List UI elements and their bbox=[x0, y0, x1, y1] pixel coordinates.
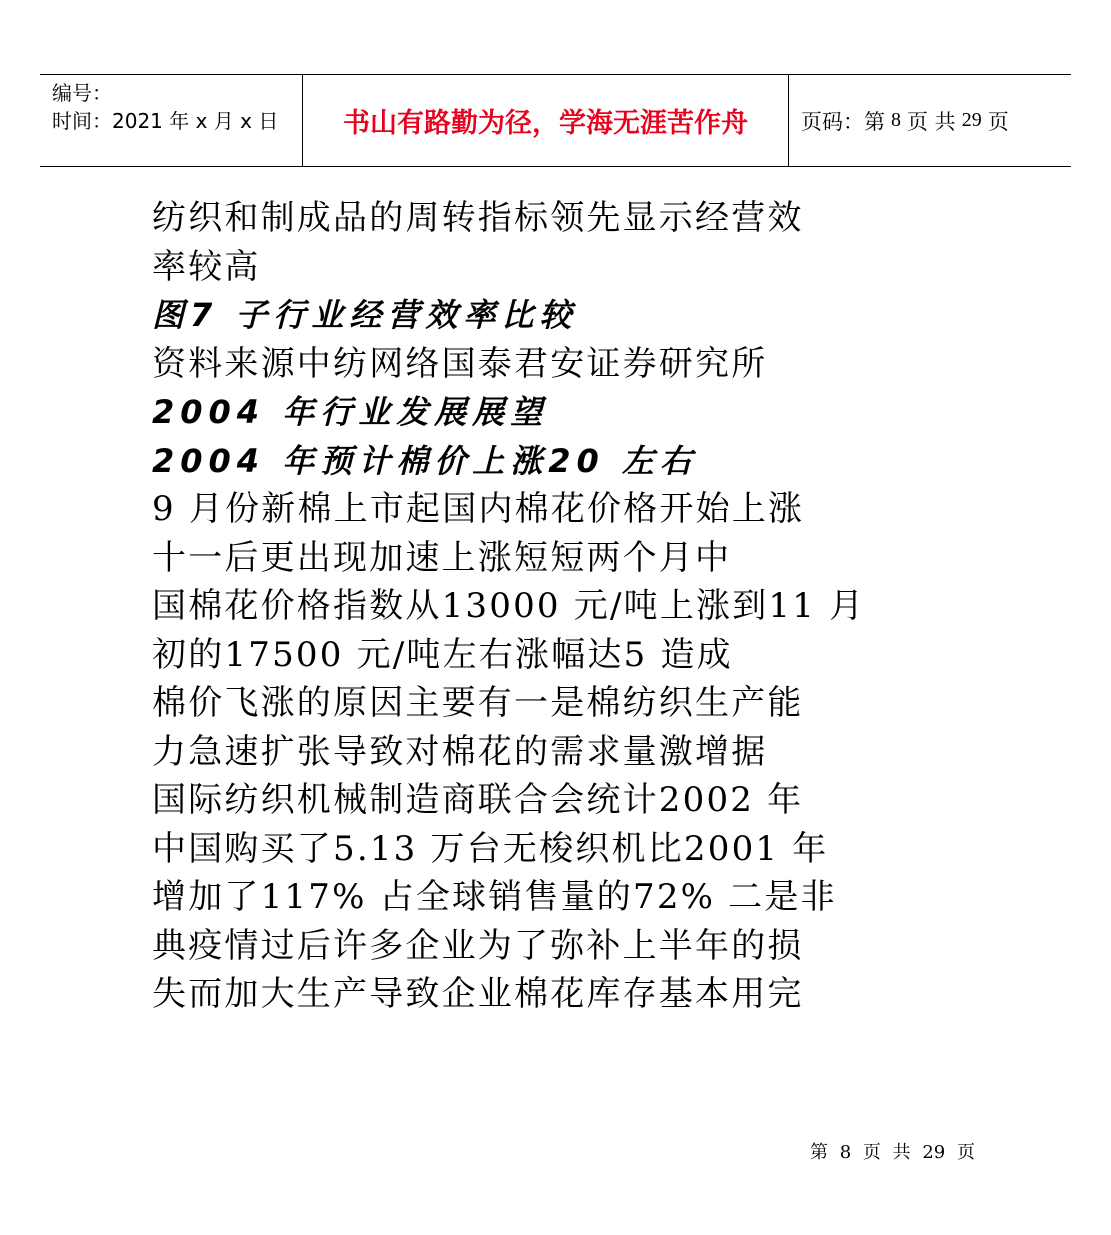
text-line: 失而加大生产导致企业棉花库存基本用完 bbox=[152, 974, 804, 1014]
text-line: 力急速扩张导致对棉花的需求量激增据 bbox=[152, 731, 768, 772]
page-suffix: 页 bbox=[987, 109, 1009, 134]
page-header bbox=[40, 74, 1071, 167]
page-current: 8 bbox=[891, 109, 901, 131]
text-line: 国际纺织机械制造商联合会统计2002 年 bbox=[152, 780, 804, 820]
text-line: 9 月份新棉上市起国内棉花价格开始上涨 bbox=[152, 489, 805, 529]
text-line: 十一后更出现加速上涨短短两个月中 bbox=[152, 537, 732, 578]
text-line: 率较高 bbox=[152, 246, 261, 287]
page-mid: 页 共 bbox=[907, 109, 956, 134]
body-text bbox=[152, 194, 912, 1019]
page-prefix: 页码：第 bbox=[801, 109, 885, 134]
text-line: 中国购买了5.13 万台无梭织机比2001 年 bbox=[152, 828, 829, 869]
header-page-info bbox=[789, 75, 1071, 166]
subsection-heading: 2004 年预计棉价上涨20 左右 bbox=[152, 441, 698, 480]
section-heading: 2004 年行业发展展望 bbox=[152, 393, 549, 431]
source-note: 资料来源中纺网络国泰君安证券研究所 bbox=[152, 343, 768, 384]
header-motto: 书山有路勤为径，学海无涯苦作舟 bbox=[303, 75, 789, 166]
text-line: 国棉花价格指数从13000 元/吨上涨到11 月 bbox=[152, 586, 866, 626]
text-line: 增加了117% 占全球销售量的72% 二是非 bbox=[152, 877, 837, 917]
text-line: 初的17500 元/吨左右涨幅达5 造成 bbox=[152, 634, 733, 675]
page-footer: 第 8 页 共 29 页 bbox=[810, 1142, 975, 1163]
time-label: 时间：2021 年 x 月 x 日 bbox=[52, 109, 279, 133]
figure-caption: 图7 子行业经营效率比较 bbox=[152, 296, 578, 334]
doc-number-label: 编号： bbox=[52, 81, 112, 105]
header-meta bbox=[40, 75, 303, 166]
page-total: 29 bbox=[961, 109, 982, 131]
text-line: 棉价飞涨的原因主要有一是棉纺织生产能 bbox=[152, 683, 804, 723]
text-line: 纺织和制成品的周转指标领先显示经营效 bbox=[152, 198, 804, 238]
text-line: 典疫情过后许多企业为了弥补上半年的损 bbox=[152, 925, 804, 966]
